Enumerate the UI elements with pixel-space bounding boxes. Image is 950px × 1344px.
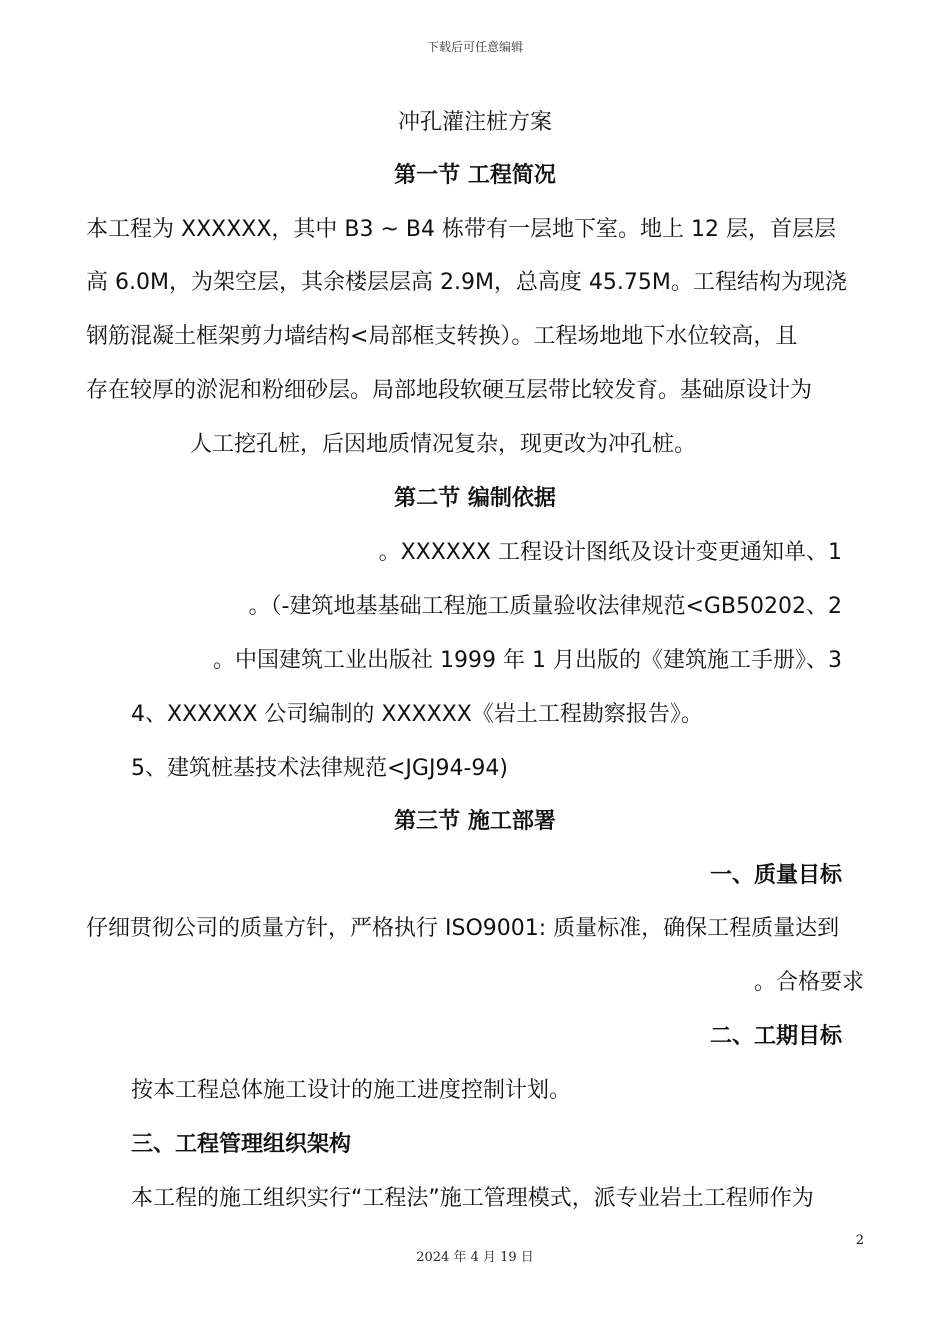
basis-item-5: 5、建筑桩基技术法律规范<JGJ94-94) (131, 756, 508, 781)
section-1-line-2: 高 6.0M，为架空层，其余楼层层高 2.9M，总高度 45.75M。工程结构为现浇 (86, 270, 847, 295)
section-2-heading: 第二节 编制依据 (394, 486, 556, 511)
quality-target-heading: 一、质量目标 (709, 863, 842, 888)
organization-line: 本工程的施工组织实行“工程法”施工管理模式，派专业岩土工程师作为 (131, 1186, 814, 1211)
section-1-heading: 第一节 工程简况 (394, 163, 556, 188)
header-note: 下载后可任意编辑 (426, 40, 523, 54)
basis-item-2: 。（-建筑地基基础工程施工质量验收法律规范<GB50202、2 (248, 594, 842, 619)
section-1-line-5: 人工挖孔桩，后因地质情况复杂，现更改为冲孔桩。 (190, 432, 697, 457)
document-title: 冲孔灌注桩方案 (397, 110, 552, 135)
basis-item-3: 。中国建筑工业出版社 1999 年 1 月出版的《建筑施工手册》、3 (213, 648, 842, 673)
footer-date: 2024 年 4 月 19 日 (416, 1250, 534, 1265)
section-1-line-4: 存在较厚的淤泥和粉细砂层。局部地段软硬互层带比较发育。基础原设计为 (86, 378, 813, 403)
quality-target-line-1: 仔细贯彻公司的质量方针，严格执行 ISO9001: 质量标准，确保工程质量达到 (86, 916, 840, 941)
section-1-line-1: 本工程为 XXXXXX，其中 B3 ~ B4 栋带有一层地下室。地上 12 层，首层层 (86, 217, 836, 242)
quality-target-line-2: 。合格要求 (753, 970, 864, 995)
page-number: 2 (855, 1233, 864, 1248)
schedule-target-line: 按本工程总体施工设计的施工进度控制计划。 (131, 1078, 572, 1103)
section-1-line-3: 钢筋混凝土框架剪力墙结构<局部框支转换）。工程场地地下水位较高，且 (86, 324, 798, 349)
basis-item-1: 。XXXXXX 工程设计图纸及设计变更通知单、1 (378, 540, 842, 565)
schedule-target-heading: 二、工期目标 (709, 1024, 842, 1049)
basis-item-4: 4、XXXXXX 公司编制的 XXXXXX《岩土工程勘察报告》。 (131, 702, 703, 727)
section-3-heading: 第三节 施工部署 (394, 809, 556, 834)
organization-heading: 三、工程管理组织架构 (131, 1132, 352, 1157)
